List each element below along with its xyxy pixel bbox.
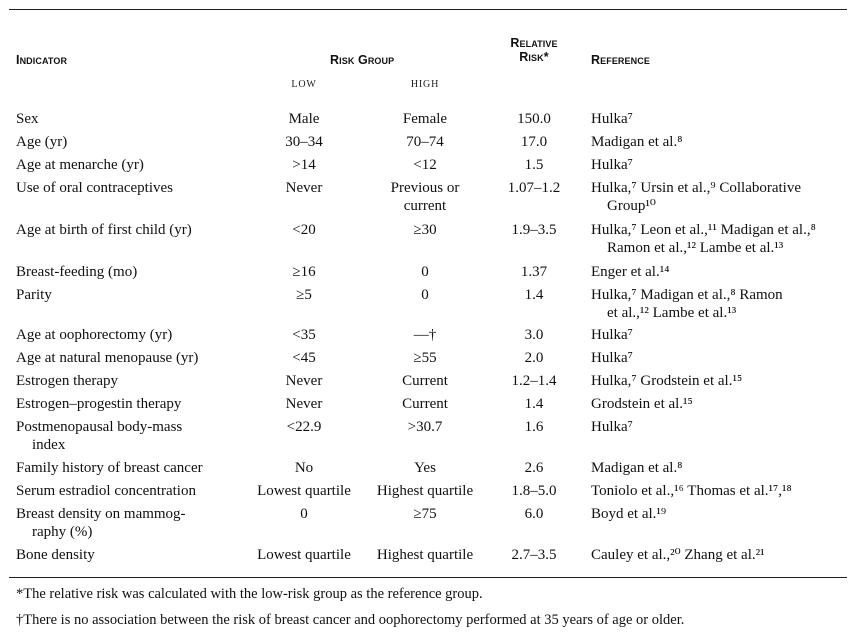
cell-low: 0 <box>300 506 308 522</box>
cell-low: No <box>294 460 314 476</box>
cell-indicator: Estrogen therapy <box>16 373 119 389</box>
cell-indicator: Parity <box>16 287 52 303</box>
cell-reference: Hulka⁷ <box>591 350 633 366</box>
header-indicator: Indicator <box>16 53 68 67</box>
cell-indicator: Family history of breast cancer <box>16 460 203 476</box>
cell-high: ≥30 <box>413 222 437 238</box>
cell-high: Female <box>402 111 448 127</box>
cell-reference-line1: Hulka,⁷ Ursin et al.,⁹ Collaborative <box>591 180 801 196</box>
subheader-low: LOW <box>291 79 317 90</box>
cell-indicator-line2: raphy (%) <box>32 524 93 540</box>
cell-indicator <box>16 418 251 454</box>
cell-reference <box>591 221 836 257</box>
cell-relative-risk: 2.0 <box>524 350 544 366</box>
cell-reference-line1: Hulka,⁷ Madigan et al.,⁸ Ramon <box>591 287 783 303</box>
cell-reference: Madigan et al.⁸ <box>591 134 683 150</box>
cell-relative-risk: 2.7–3.5 <box>511 547 557 563</box>
cell-indicator: Age at natural menopause (yr) <box>16 350 199 366</box>
cell-indicator-line1: Breast density on mammog- <box>16 506 186 522</box>
cell-reference: Toniolo et al.,¹⁶ Thomas et al.¹⁷,¹⁸ <box>591 483 792 499</box>
cell-relative-risk: 17.0 <box>520 134 548 150</box>
cell-indicator: Age at oophorectomy (yr) <box>16 327 173 343</box>
cell-high: Yes <box>414 460 436 476</box>
footnote-relative-risk: *The relative risk was calculated with the low-risk group as the reference group. <box>16 586 483 602</box>
cell-reference: Hulka⁷ <box>591 327 633 343</box>
cell-low: Never <box>285 180 323 196</box>
cell-low: Lowest quartile <box>257 547 351 563</box>
cell-high: <12 <box>413 157 437 173</box>
cell-high: 0 <box>421 287 429 303</box>
cell-indicator-line2: index <box>32 437 66 453</box>
cell-relative-risk: 3.0 <box>524 327 544 343</box>
cell-high-line2: current <box>403 198 447 214</box>
cell-indicator: Age at menarche (yr) <box>16 157 144 173</box>
cell-low: <45 <box>292 350 316 366</box>
cell-reference: Madigan et al.⁸ <box>591 460 683 476</box>
cell-high: —† <box>413 327 437 343</box>
cell-relative-risk: 1.8–5.0 <box>511 483 557 499</box>
cell-reference: Hulka⁷ <box>591 111 633 127</box>
cell-reference <box>591 179 836 215</box>
cell-reference: Hulka⁷ <box>591 419 633 435</box>
cell-indicator <box>16 505 251 541</box>
cell-low: <20 <box>292 222 316 238</box>
cell-indicator: Serum estradiol concentration <box>16 483 196 499</box>
cell-indicator: Use of oral contraceptives <box>16 180 174 196</box>
header-reference: Reference <box>591 53 650 67</box>
cell-indicator: Breast-feeding (mo) <box>16 264 138 280</box>
cell-relative-risk: 2.6 <box>524 460 544 476</box>
cell-high: ≥75 <box>413 506 437 522</box>
cell-indicator: Estrogen–progestin therapy <box>16 396 182 412</box>
cell-low: Never <box>285 373 323 389</box>
cell-high: 70–74 <box>406 134 444 150</box>
cell-low: ≥5 <box>296 287 312 303</box>
cell-relative-risk: 1.2–1.4 <box>511 373 557 389</box>
cell-reference-line1: Hulka,⁷ Leon et al.,¹¹ Madigan et al.,⁸ <box>591 222 816 238</box>
cell-reference: Hulka,⁷ Grodstein et al.¹⁵ <box>591 373 743 389</box>
cell-relative-risk: 1.4 <box>524 396 544 412</box>
cell-indicator: Bone density <box>16 547 95 563</box>
cell-high: ≥55 <box>413 350 437 366</box>
cell-low: Male <box>288 111 320 127</box>
cell-reference <box>591 286 836 322</box>
top-rule <box>9 9 847 10</box>
cell-low: >14 <box>292 157 316 173</box>
cell-reference: Hulka⁷ <box>591 157 633 173</box>
cell-reference: Cauley et al.,²⁰ Zhang et al.²¹ <box>591 547 765 563</box>
cell-low: <35 <box>292 327 316 343</box>
cell-relative-risk: 1.9–3.5 <box>511 222 557 238</box>
cell-indicator: Age at birth of first child (yr) <box>16 222 192 238</box>
cell-high-line1: Previous or <box>390 180 460 196</box>
cell-relative-risk: 1.37 <box>520 264 548 280</box>
header-relative-risk <box>494 36 574 64</box>
cell-reference-line2: Group¹⁰ <box>607 198 656 214</box>
footnote-rule <box>9 577 847 578</box>
cell-reference: Boyd et al.¹⁹ <box>591 506 667 522</box>
cell-high: Current <box>402 396 448 412</box>
header-relative-risk-line1: Relative <box>510 36 558 50</box>
cell-high: 0 <box>421 264 429 280</box>
cell-low: 30–34 <box>285 134 323 150</box>
cell-reference-line2: et al.,¹² Lambe et al.¹³ <box>607 305 737 321</box>
cell-indicator: Age (yr) <box>16 134 68 150</box>
cell-high <box>366 179 484 215</box>
header-risk-group: Risk Group <box>330 53 395 67</box>
header-relative-risk-line2: Risk* <box>519 50 549 64</box>
cell-high: Current <box>402 373 448 389</box>
cell-reference: Grodstein et al.¹⁵ <box>591 396 693 412</box>
cell-relative-risk: 150.0 <box>517 111 551 127</box>
subheader-high: HIGH <box>410 79 440 90</box>
cell-relative-risk: 1.5 <box>524 157 544 173</box>
cell-reference-line2: Ramon et al.,¹² Lambe et al.¹³ <box>607 240 784 256</box>
cell-low: <22.9 <box>286 419 322 435</box>
cell-high: >30.7 <box>407 419 443 435</box>
cell-relative-risk: 1.07–1.2 <box>507 180 561 196</box>
cell-reference: Enger et al.¹⁴ <box>591 264 670 280</box>
cell-low: ≥16 <box>292 264 316 280</box>
cell-low: Lowest quartile <box>257 483 351 499</box>
cell-indicator: Sex <box>16 111 39 127</box>
cell-high: Highest quartile <box>376 547 474 563</box>
footnote-oophorectomy: †There is no association between the risk of breast cancer and oophorectomy performed at 35 years of age or older. <box>16 612 685 628</box>
cell-relative-risk: 6.0 <box>524 506 544 522</box>
cell-indicator-line1: Postmenopausal body-mass <box>16 419 183 435</box>
cell-relative-risk: 1.6 <box>524 419 544 435</box>
cell-relative-risk: 1.4 <box>524 287 544 303</box>
cell-high: Highest quartile <box>376 483 474 499</box>
cell-low: Never <box>285 396 323 412</box>
